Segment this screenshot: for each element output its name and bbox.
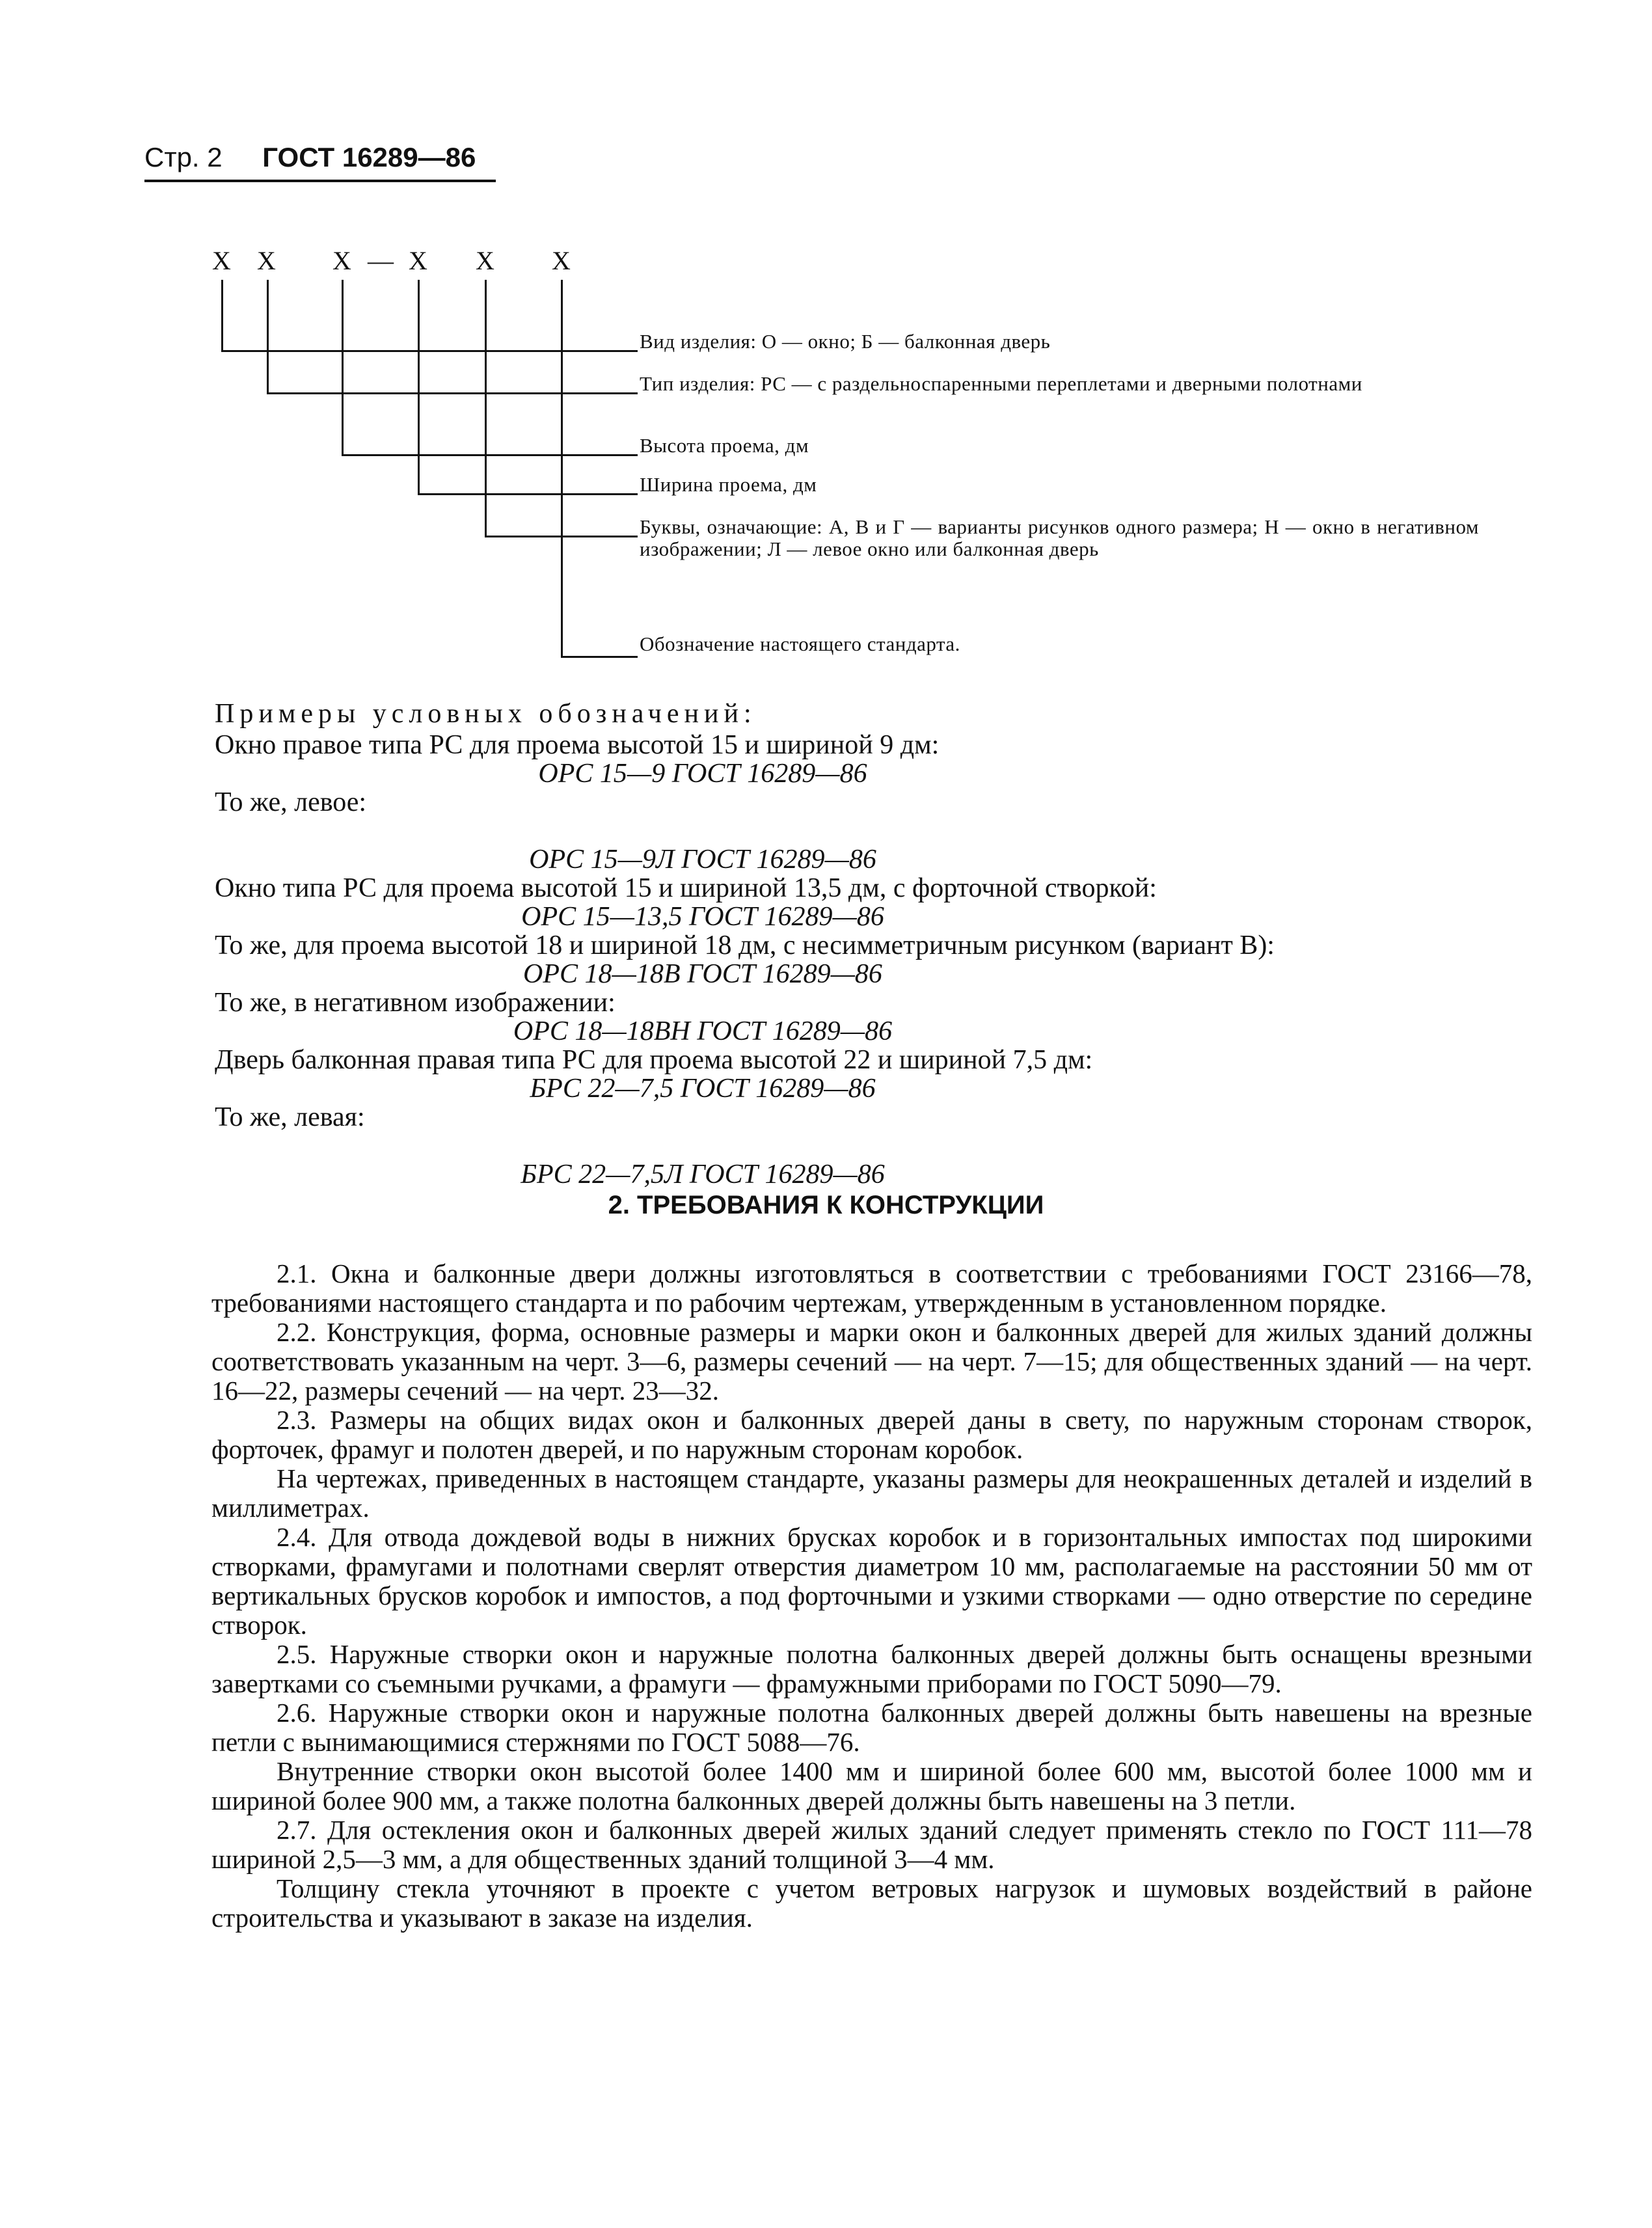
example-code: ОРС 15—9Л ГОСТ 16289—86: [529, 845, 876, 875]
diagram-line: [221, 280, 223, 351]
diagram-line: [267, 280, 269, 394]
standard-number: ГОСТ 16289—86: [262, 142, 476, 172]
example-description: Окно типа РС для проема высотой 15 и шириной 13,5 дм, с форточной створкой:: [215, 873, 1157, 903]
diagram-line: [418, 280, 420, 495]
paragraph: На чертежах, приведенных в настоящем стандарте, указаны размеры для неокрашенных деталей и изделий в миллиметрах.: [211, 1463, 1532, 1523]
diagram-leader: [418, 493, 638, 495]
diagram-letter: X: [476, 246, 494, 275]
example-code: ОРС 15—9 ГОСТ 16289—86: [538, 759, 867, 789]
diagram-letter: X: [212, 246, 231, 275]
example-description: То же, левая:: [215, 1102, 365, 1132]
example-code: БРС 22—7,5 ГОСТ 16289—86: [530, 1074, 876, 1104]
diagram-line: [342, 280, 344, 455]
legend-item: Тип изделия: РС — с раздельноспаренными переплетами и дверными полотнами: [640, 372, 1362, 395]
paragraph: Внутренние створки окон высотой более 1400 мм и шириной более 600 мм, высотой более 1000 мм и шириной более 900 мм, а также полотна балконных дверей должны быть навешены на 3 петли.: [211, 1756, 1532, 1815]
diagram-dash: —: [368, 246, 394, 275]
paragraph: 2.3. Размеры на общих видах окон и балконных дверей даны в свету, по наружным сторонам створок, форточек, фрамуг и полотен дверей, и по наружным сторонам коробок.: [211, 1405, 1532, 1464]
diagram-leader: [342, 454, 638, 456]
paragraph: 2.1. Окна и балконные двери должны изготовляться в соответствии с требованиями ГОСТ 23166—78, требованиями настоящего стандарта и по рабочим чертежам, утвержденным в установленном порядке.: [211, 1258, 1532, 1318]
designation-diagram: [0, 0, 1652, 670]
section-body: [211, 1259, 1532, 1933]
legend-item: Ширина проема, дм: [640, 473, 817, 496]
example-code: ОРС 18—18В ГОСТ 16289—86: [523, 959, 882, 989]
paragraph: 2.6. Наружные створки окон и наружные полотна балконных дверей должны быть навешены на врезные петли с вынимающимися стержнями по ГОСТ 5088—76.: [211, 1698, 1532, 1757]
page-header: [144, 142, 496, 182]
examples-block: [215, 700, 1529, 1189]
example-description: То же, для проема высотой 18 и шириной 18 дм, с несимметричным рисунком (вариант В):: [215, 931, 1275, 960]
legend-item: Буквы, означающие: А, В и Г — варианты рисунков одного размера; Н — окно в негативном изображении; Л — левое окно или балконная дверь: [640, 515, 1479, 560]
paragraph: Толщину стекла уточняют в проекте с учетом ветровых нагрузок и шумовых воздействий в районе строительства и указывают в заказе на изделия.: [211, 1873, 1532, 1933]
paragraph: 2.2. Конструкция, форма, основные размеры и марки окон и балконных дверей для жилых зданий должны соответствовать указанным на черт. 3—6, размеры сечений — на черт. 7—15; для общественных зданий — на черт. 16—22, размеры сечений — на черт. 23—32.: [211, 1317, 1532, 1406]
example-description: То же, в негативном изображении:: [215, 988, 616, 1018]
section-title: 2. ТРЕБОВАНИЯ К КОНСТРУКЦИИ: [608, 1191, 1044, 1219]
paragraph: 2.4. Для отвода дождевой воды в нижних брусках коробок и в горизонтальных импостах под широкими створками, фрамугами и полотнами сверлят отверстия диаметром 10 мм, располагаемые на расстоянии 50 мм от вертикальных брусков коробок и импостов, а под форточными и узкими створками — одно отверстие по середине створок.: [211, 1522, 1532, 1640]
diagram-letter: X: [409, 246, 427, 275]
legend-item: Высота проема, дм: [640, 434, 809, 457]
diagram-leader: [485, 536, 638, 537]
diagram-leader: [267, 392, 638, 394]
example-code: БРС 22—7,5Л ГОСТ 16289—86: [521, 1160, 885, 1189]
example-code: ОРС 15—13,5 ГОСТ 16289—86: [521, 902, 884, 932]
example-code: ОРС 18—18ВН ГОСТ 16289—86: [513, 1016, 893, 1046]
example-description: То же, левое:: [215, 787, 367, 817]
example-description: Дверь балконная правая типа РС для проема высотой 22 и шириной 7,5 дм:: [215, 1045, 1093, 1075]
diagram-letter: X: [332, 246, 351, 275]
diagram-leader: [561, 656, 638, 658]
diagram-letter: X: [257, 246, 276, 275]
diagram-leader: [221, 350, 638, 352]
page-number: Стр. 2: [144, 142, 223, 172]
legend-item: Обозначение настоящего стандарта.: [640, 632, 960, 655]
example-description: Окно правое типа РС для проема высотой 15 и шириной 9 дм:: [215, 730, 940, 760]
paragraph: 2.7. Для остекления окон и балконных дверей жилых зданий следует применять стекло по ГОСТ 111—78 шириной 2,5—3 мм, а для общественных зданий толщиной 3—4 мм.: [211, 1815, 1532, 1874]
paragraph: 2.5. Наружные створки окон и наружные полотна балконных дверей должны быть оснащены врезными завертками со съемными ручками, а фрамуги — фрамужными приборами по ГОСТ 5090—79.: [211, 1639, 1532, 1698]
diagram-letter: X: [552, 246, 571, 275]
examples-heading: Примеры условных обозначений:: [215, 699, 757, 729]
legend-item: Вид изделия: О — окно; Б — балконная дверь: [640, 330, 1051, 353]
diagram-line: [561, 280, 563, 657]
diagram-line: [485, 280, 487, 537]
